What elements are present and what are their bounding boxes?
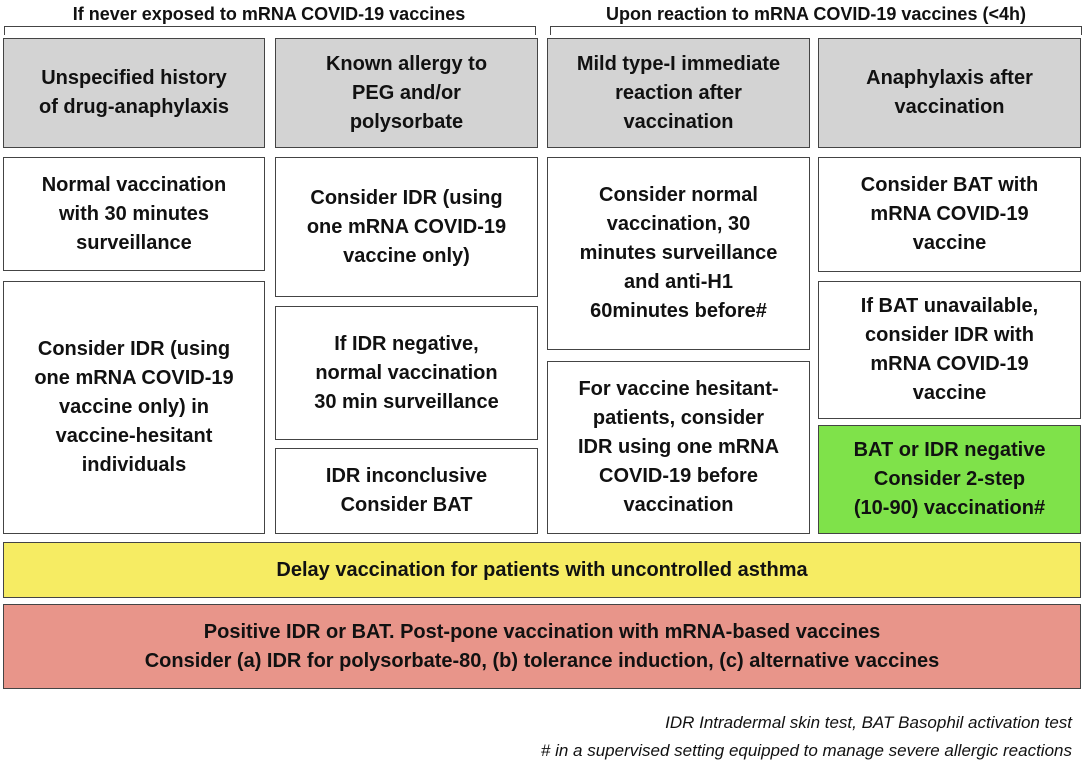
header-anaphylaxis-label: Anaphylaxis after vaccination: [866, 67, 1033, 118]
col4-bat-unavailable-text: If BAT unavailable, consider IDR with mRNA COVID-19 vaccine: [860, 295, 1039, 404]
col1-normal-vaccination-box: [3, 157, 265, 271]
header-known-allergy-label: Known allergy to PEG and/or polysorbate: [325, 52, 488, 133]
col2-consider-idr-box: [275, 157, 538, 297]
col4-two-step-vaccination-box: [818, 425, 1081, 534]
col3-consider-normal-box: [547, 157, 810, 350]
bracket-never-exposed: [4, 26, 536, 35]
col1-normal-vaccination-text: Normal vaccination with 30 minutes surveillance: [41, 173, 227, 254]
col3-consider-normal-text: Consider normal vaccination, 30 minutes surveillance and anti-H1 60minutes before#: [579, 184, 778, 322]
col4-consider-bat-box: [818, 157, 1081, 272]
header-mild-reaction-label: Mild type-I immediate reaction after vaccination: [576, 52, 781, 133]
header-mild-reaction: [547, 38, 810, 148]
footnote-abbreviations: IDR Intradermal skin test, BAT Basophil activation test: [665, 713, 1072, 732]
col2-idr-negative-text: If IDR negative, normal vaccination 30 min surveillance: [314, 332, 499, 413]
header-unspecified-history: [3, 38, 265, 148]
col2-idr-negative-box: [275, 306, 538, 440]
bracket-upon-reaction: [550, 26, 1082, 35]
col2-idr-inconclusive-box: [275, 448, 538, 534]
col4-two-step-vaccination-text: BAT or IDR negative Consider 2-step (10-90) vaccination#: [853, 439, 1046, 519]
col4-bat-unavailable-box: [818, 281, 1081, 419]
header-anaphylaxis: [818, 38, 1081, 148]
col2-idr-inconclusive-text: IDR inconclusive Consider BAT: [325, 465, 488, 516]
section-title-never-exposed: If never exposed to mRNA COVID-19 vaccines: [72, 3, 466, 24]
col2-consider-idr-text: Consider IDR (using one mRNA COVID-19 vaccine only): [306, 186, 507, 267]
col1-consider-idr-box: [3, 281, 265, 534]
positive-result-banner-text: Positive IDR or BAT. Post-pone vaccination with mRNA-based vaccines Consider (a) IDR for polysorbate-80, (b) tolerance induction, (c) alternative vaccines: [144, 620, 940, 672]
col3-vaccine-hesitant-box: [547, 361, 810, 534]
header-known-allergy: [275, 38, 538, 148]
asthma-banner: [3, 542, 1081, 598]
footnote-supervised-setting: # in a supervised setting equipped to manage severe allergic reactions: [540, 741, 1072, 760]
col1-consider-idr-text: Consider IDR (using one mRNA COVID-19 vaccine only) in vaccine-hesitant individuals: [34, 338, 234, 476]
positive-result-banner: [3, 604, 1081, 689]
asthma-banner-text: Delay vaccination for patients with uncontrolled asthma: [276, 558, 808, 581]
header-unspecified-history-label: Unspecified history of drug-anaphylaxis: [38, 67, 230, 118]
col3-vaccine-hesitant-text: For vaccine hesitant- patients, consider IDR using one mRNA COVID-19 before vaccination: [577, 378, 780, 516]
section-title-upon-reaction: Upon reaction to mRNA COVID-19 vaccines (<4h): [606, 3, 1026, 24]
col4-consider-bat-text: Consider BAT with mRNA COVID-19 vaccine: [860, 174, 1039, 254]
